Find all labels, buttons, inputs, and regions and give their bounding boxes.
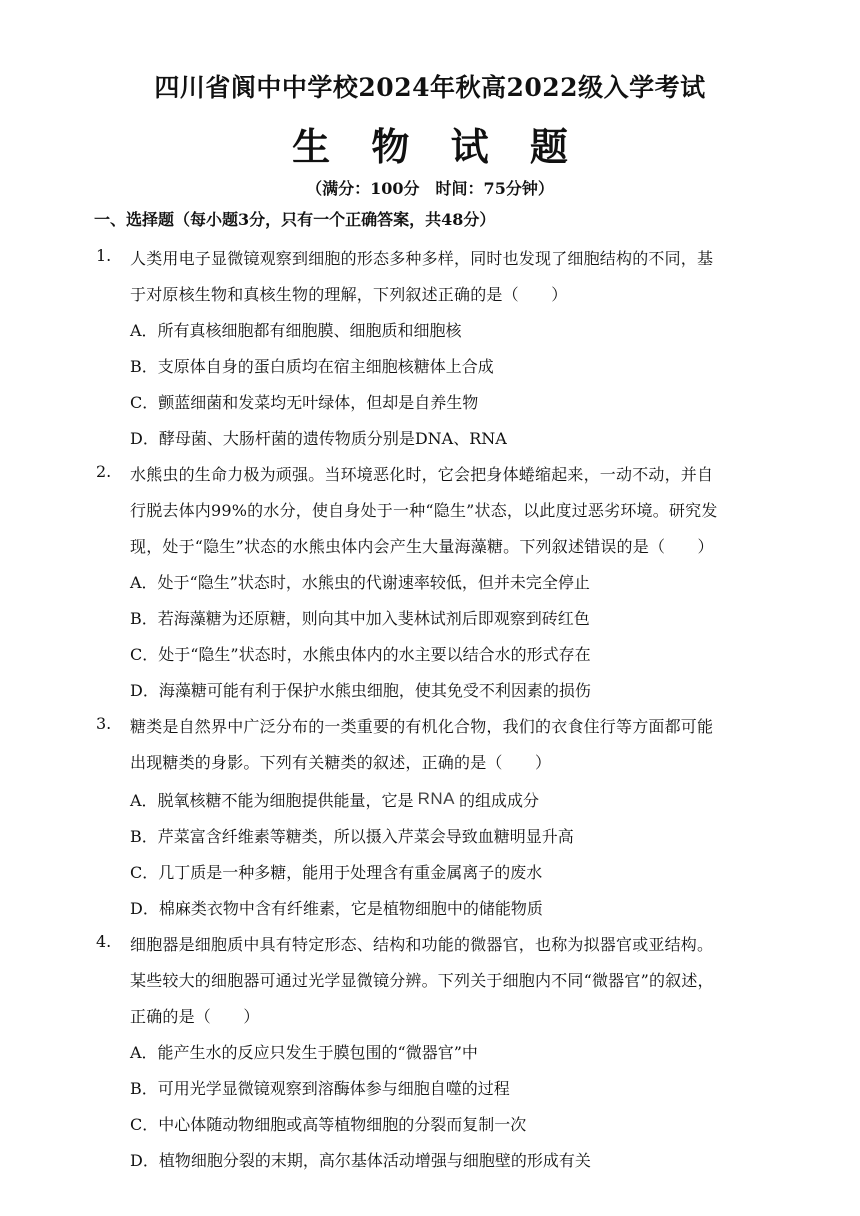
option-c[interactable]: C．处于“隐生”状态时，水熊虫体内的水主要以结合水的形式存在	[130, 645, 591, 664]
option-a[interactable]: A．处于“隐生”状态时，水熊虫的代谢速率较低，但并未完全停止	[130, 573, 590, 592]
option-c[interactable]: C．几丁质是一种多糖，能用于处理含有重金属离子的废水	[130, 863, 543, 882]
option-b[interactable]: B．若海藻糖为还原糖，则向其中加入斐林试剂后即观察到砖红色	[130, 609, 590, 628]
question-text-line: 某些较大的细胞器可通过光学显微镜分辨。下列关于细胞内不同“微器官”的叙述，	[130, 971, 714, 990]
option-c[interactable]: C．中心体随动物细胞或高等植物细胞的分裂而复制一次	[130, 1115, 527, 1134]
subject-title: 生 物 试 题	[292, 124, 582, 169]
exam-title: 四川省阆中中学校2024年秋高2022级入学考试	[154, 73, 706, 102]
question-number: 2.	[96, 462, 112, 481]
question-text-line: 水熊虫的生命力极为顽强。当环境恶化时，它会把身体蜷缩起来，一动不动，并自	[130, 465, 714, 484]
question-number: 1.	[96, 246, 112, 265]
option-a[interactable]	[130, 788, 539, 811]
question-number: 4.	[96, 932, 112, 951]
option-d[interactable]: D．棉麻类衣物中含有纤维素，它是植物细胞中的储能物质	[130, 899, 543, 918]
rna-inline-image: RNA	[417, 789, 455, 808]
option-c[interactable]: C．颤蓝细菌和发菜均无叶绿体，但却是自养生物	[130, 393, 479, 412]
question-text-line: 现，处于“隐生”状态的水熊虫体内会产生大量海藻糖。下列叙述错误的是（ ）	[130, 537, 714, 556]
option-b[interactable]: B．可用光学显微镜观察到溶酶体参与细胞自噬的过程	[130, 1079, 510, 1098]
option-d[interactable]: D．海藻糖可能有利于保护水熊虫细胞，使其免受不利因素的损伤	[130, 681, 591, 700]
question-text-line: 细胞器是细胞质中具有特定形态、结构和功能的微器官，也称为拟器官或亚结构。	[130, 935, 714, 954]
question-text-line: 人类用电子显微镜观察到细胞的形态多种多样，同时也发现了细胞结构的不同，基	[130, 249, 714, 268]
question-number: 3.	[96, 714, 112, 733]
section-heading: 一、选择题（每小题3分，只有一个正确答案，共48分）	[94, 210, 496, 229]
question-text-line: 糖类是自然界中广泛分布的一类重要的有机化合物，我们的衣食住行等方面都可能	[130, 717, 714, 736]
option-a[interactable]: A．所有真核细胞都有细胞膜、细胞质和细胞核	[130, 321, 462, 340]
option-d[interactable]: D．酵母菌、大肠杆菌的遗传物质分别是DNA、RNA	[130, 429, 507, 448]
option-b[interactable]: B．支原体自身的蛋白质均在宿主细胞核糖体上合成	[130, 357, 494, 376]
option-a[interactable]: A．能产生水的反应只发生于膜包围的“微器官”中	[130, 1043, 478, 1062]
question-text-line: 行脱去体内99%的水分，使自身处于一种“隐生”状态，以此度过恶劣环境。研究发	[130, 501, 718, 520]
question-text-line: 出现糖类的身影。下列有关糖类的叙述，正确的是（ ）	[130, 753, 552, 772]
option-a-tail: 的组成成分	[458, 791, 539, 810]
question-text-line: 于对原核生物和真核生物的理解，下列叙述正确的是（ ）	[130, 285, 568, 304]
question-text-line: 正确的是（ ）	[130, 1007, 260, 1026]
exam-meta: （满分：100分 时间：75分钟）	[306, 179, 554, 198]
option-b[interactable]: B．芹菜富含纤维素等糖类，所以摄入芹菜会导致血糖明显升高	[130, 827, 574, 846]
option-d[interactable]: D．植物细胞分裂的末期，高尔基体活动增强与细胞壁的形成有关	[130, 1151, 591, 1170]
option-a-text: A．脱氧核糖不能为细胞提供能量，它是	[130, 791, 414, 810]
